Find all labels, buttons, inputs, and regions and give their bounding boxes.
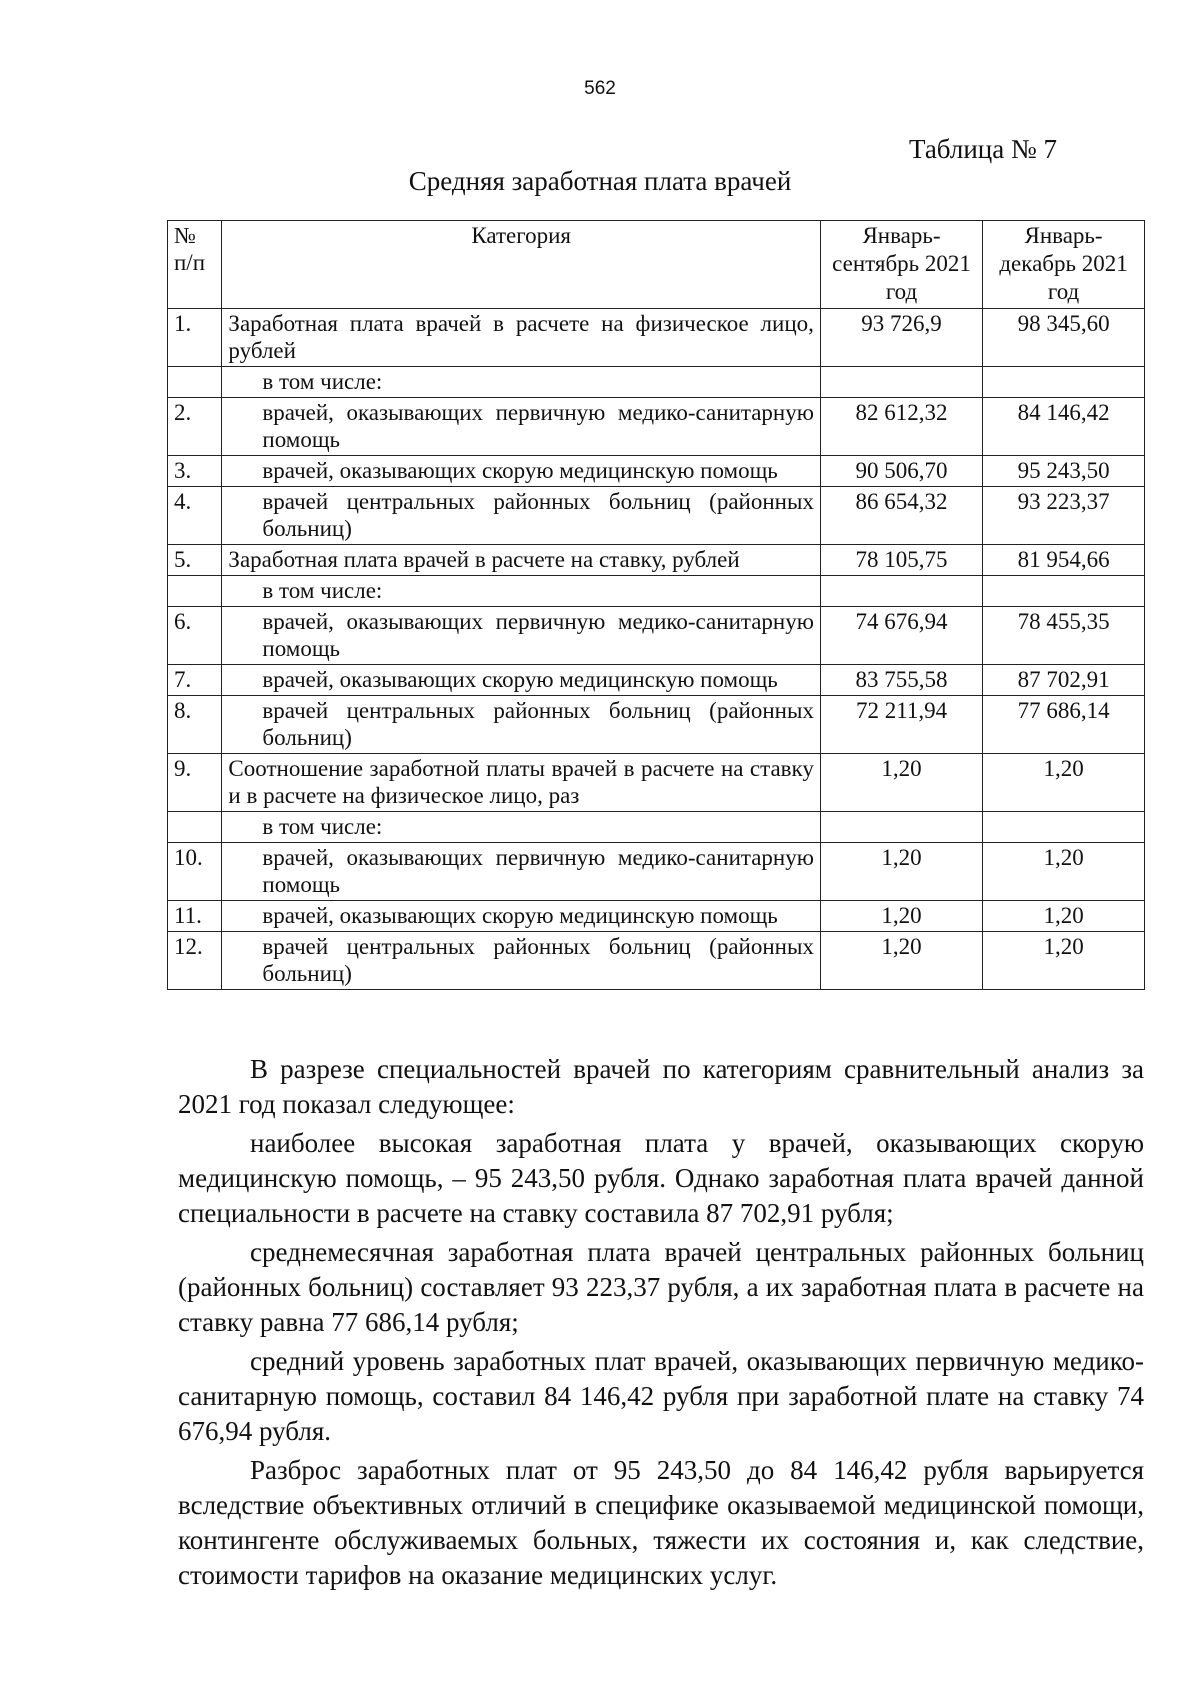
row-number: 3. <box>168 456 222 487</box>
row-value-jan-sep: 86 654,32 <box>820 487 982 545</box>
row-value-jan-dec: 1,20 <box>983 901 1145 932</box>
row-value-jan-sep: 72 211,94 <box>820 696 982 754</box>
row-value-jan-dec: 1,20 <box>983 932 1145 990</box>
row-value-jan-dec <box>983 576 1145 607</box>
table-row <box>168 545 1145 576</box>
row-value-jan-sep: 90 506,70 <box>820 456 982 487</box>
table-row <box>168 367 1145 398</box>
paragraph: наиболее высокая заработная плата у врачей, оказывающих скорую медицинскую помощь, – 95 243,50 рубля. Однако заработная плата врачей данной специальности в расчете на ставку составила 87 702,91 рубля; <box>178 1128 1144 1228</box>
row-value-jan-dec: 95 243,50 <box>983 456 1145 487</box>
table-label: Таблица № 7 <box>909 134 1057 164</box>
row-value-jan-sep: 93 726,9 <box>820 309 982 367</box>
row-value-jan-dec: 84 146,42 <box>983 398 1145 456</box>
row-value-jan-sep <box>820 367 982 398</box>
table-row <box>168 696 1145 754</box>
analysis-text <box>178 1052 1144 1597</box>
row-number: 12. <box>168 932 222 990</box>
row-value-jan-dec: 93 223,37 <box>983 487 1145 545</box>
row-value-jan-sep: 1,20 <box>820 843 982 901</box>
row-category: Заработная плата врачей в расчете на физическое лицо, рублей <box>222 309 820 367</box>
salary-table <box>167 220 1145 990</box>
row-number <box>168 812 222 843</box>
row-number: 1. <box>168 309 222 367</box>
header-jan-sep: Январь-сентябрь 2021 год <box>820 221 982 309</box>
salary-table-body <box>168 221 1145 990</box>
row-category: врачей центральных районных больниц (районных больниц) <box>222 696 820 754</box>
row-category: врачей, оказывающих скорую медицинскую помощь <box>222 665 820 696</box>
row-number: 9. <box>168 754 222 812</box>
row-value-jan-dec: 98 345,60 <box>983 309 1145 367</box>
page-number: 562 <box>584 78 616 99</box>
table-row <box>168 812 1145 843</box>
row-value-jan-sep: 83 755,58 <box>820 665 982 696</box>
row-category: врачей, оказывающих первичную медико-санитарную помощь <box>222 398 820 456</box>
row-value-jan-sep: 1,20 <box>820 932 982 990</box>
table-row <box>168 843 1145 901</box>
row-value-jan-dec: 77 686,14 <box>983 696 1145 754</box>
row-number: 2. <box>168 398 222 456</box>
row-value-jan-dec: 81 954,66 <box>983 545 1145 576</box>
row-value-jan-dec: 87 702,91 <box>983 665 1145 696</box>
row-value-jan-dec: 1,20 <box>983 843 1145 901</box>
paragraph: Разброс заработных плат от 95 243,50 до 84 146,42 рубля варьируется вследствие объективных отличий в специфике оказываемой медицинской помощи, контингенте обслуживаемых больных, тяжести их состояния и, как следствие, стоимости тарифов на оказание медицинских услуг. <box>178 1455 1144 1590</box>
paragraph: В разрезе специальностей врачей по категориям сравнительный анализ за 2021 год показал следующее: <box>178 1054 1144 1119</box>
table-title: Средняя заработная плата врачей <box>408 166 792 196</box>
table-row <box>168 754 1145 812</box>
row-number: 11. <box>168 901 222 932</box>
table-row <box>168 932 1145 990</box>
row-number: 8. <box>168 696 222 754</box>
header-category: Категория <box>222 221 820 309</box>
row-number <box>168 576 222 607</box>
row-category: в том числе: <box>222 576 820 607</box>
row-category: врачей, оказывающих скорую медицинскую помощь <box>222 901 820 932</box>
row-value-jan-dec <box>983 812 1145 843</box>
table-row <box>168 665 1145 696</box>
row-category: Соотношение заработной платы врачей в расчете на ставку и в расчете на физическое лицо, раз <box>222 754 820 812</box>
paragraph: средний уровень заработных плат врачей, оказывающих первичную медико-санитарную помощь, составил 84 146,42 рубля при заработной плате на ставку 74 676,94 рубля. <box>178 1346 1144 1446</box>
row-number: 6. <box>168 607 222 665</box>
table-row <box>168 607 1145 665</box>
table-row <box>168 576 1145 607</box>
row-value-jan-sep: 74 676,94 <box>820 607 982 665</box>
table-row <box>168 901 1145 932</box>
header-jan-dec: Январь-декабрь 2021 год <box>983 221 1145 309</box>
paragraph: среднемесячная заработная плата врачей центральных районных больниц (районных больниц) составляет 93 223,37 рубля, а их заработная плата в расчете на ставку равна 77 686,14 рубля; <box>178 1237 1144 1337</box>
header-number: № п/п <box>168 221 222 309</box>
row-number <box>168 367 222 398</box>
row-category: врачей, оказывающих скорую медицинскую помощь <box>222 456 820 487</box>
row-value-jan-sep: 1,20 <box>820 901 982 932</box>
row-category: в том числе: <box>222 367 820 398</box>
row-value-jan-sep <box>820 576 982 607</box>
row-category: Заработная плата врачей в расчете на ставку, рублей <box>222 545 820 576</box>
row-number: 4. <box>168 487 222 545</box>
row-value-jan-sep: 78 105,75 <box>820 545 982 576</box>
row-category: врачей, оказывающих первичную медико-санитарную помощь <box>222 607 820 665</box>
row-value-jan-sep: 1,20 <box>820 754 982 812</box>
row-number: 10. <box>168 843 222 901</box>
table-row <box>168 398 1145 456</box>
table-row <box>168 309 1145 367</box>
table-header-row <box>168 221 1145 309</box>
row-value-jan-dec: 78 455,35 <box>983 607 1145 665</box>
row-category: в том числе: <box>222 812 820 843</box>
row-value-jan-dec: 1,20 <box>983 754 1145 812</box>
row-value-jan-dec <box>983 367 1145 398</box>
table-row <box>168 456 1145 487</box>
row-value-jan-sep: 82 612,32 <box>820 398 982 456</box>
row-category: врачей центральных районных больниц (районных больниц) <box>222 932 820 990</box>
row-category: врачей, оказывающих первичную медико-санитарную помощь <box>222 843 820 901</box>
table-row <box>168 487 1145 545</box>
row-value-jan-sep <box>820 812 982 843</box>
row-number: 5. <box>168 545 222 576</box>
row-number: 7. <box>168 665 222 696</box>
row-category: врачей центральных районных больниц (районных больниц) <box>222 487 820 545</box>
